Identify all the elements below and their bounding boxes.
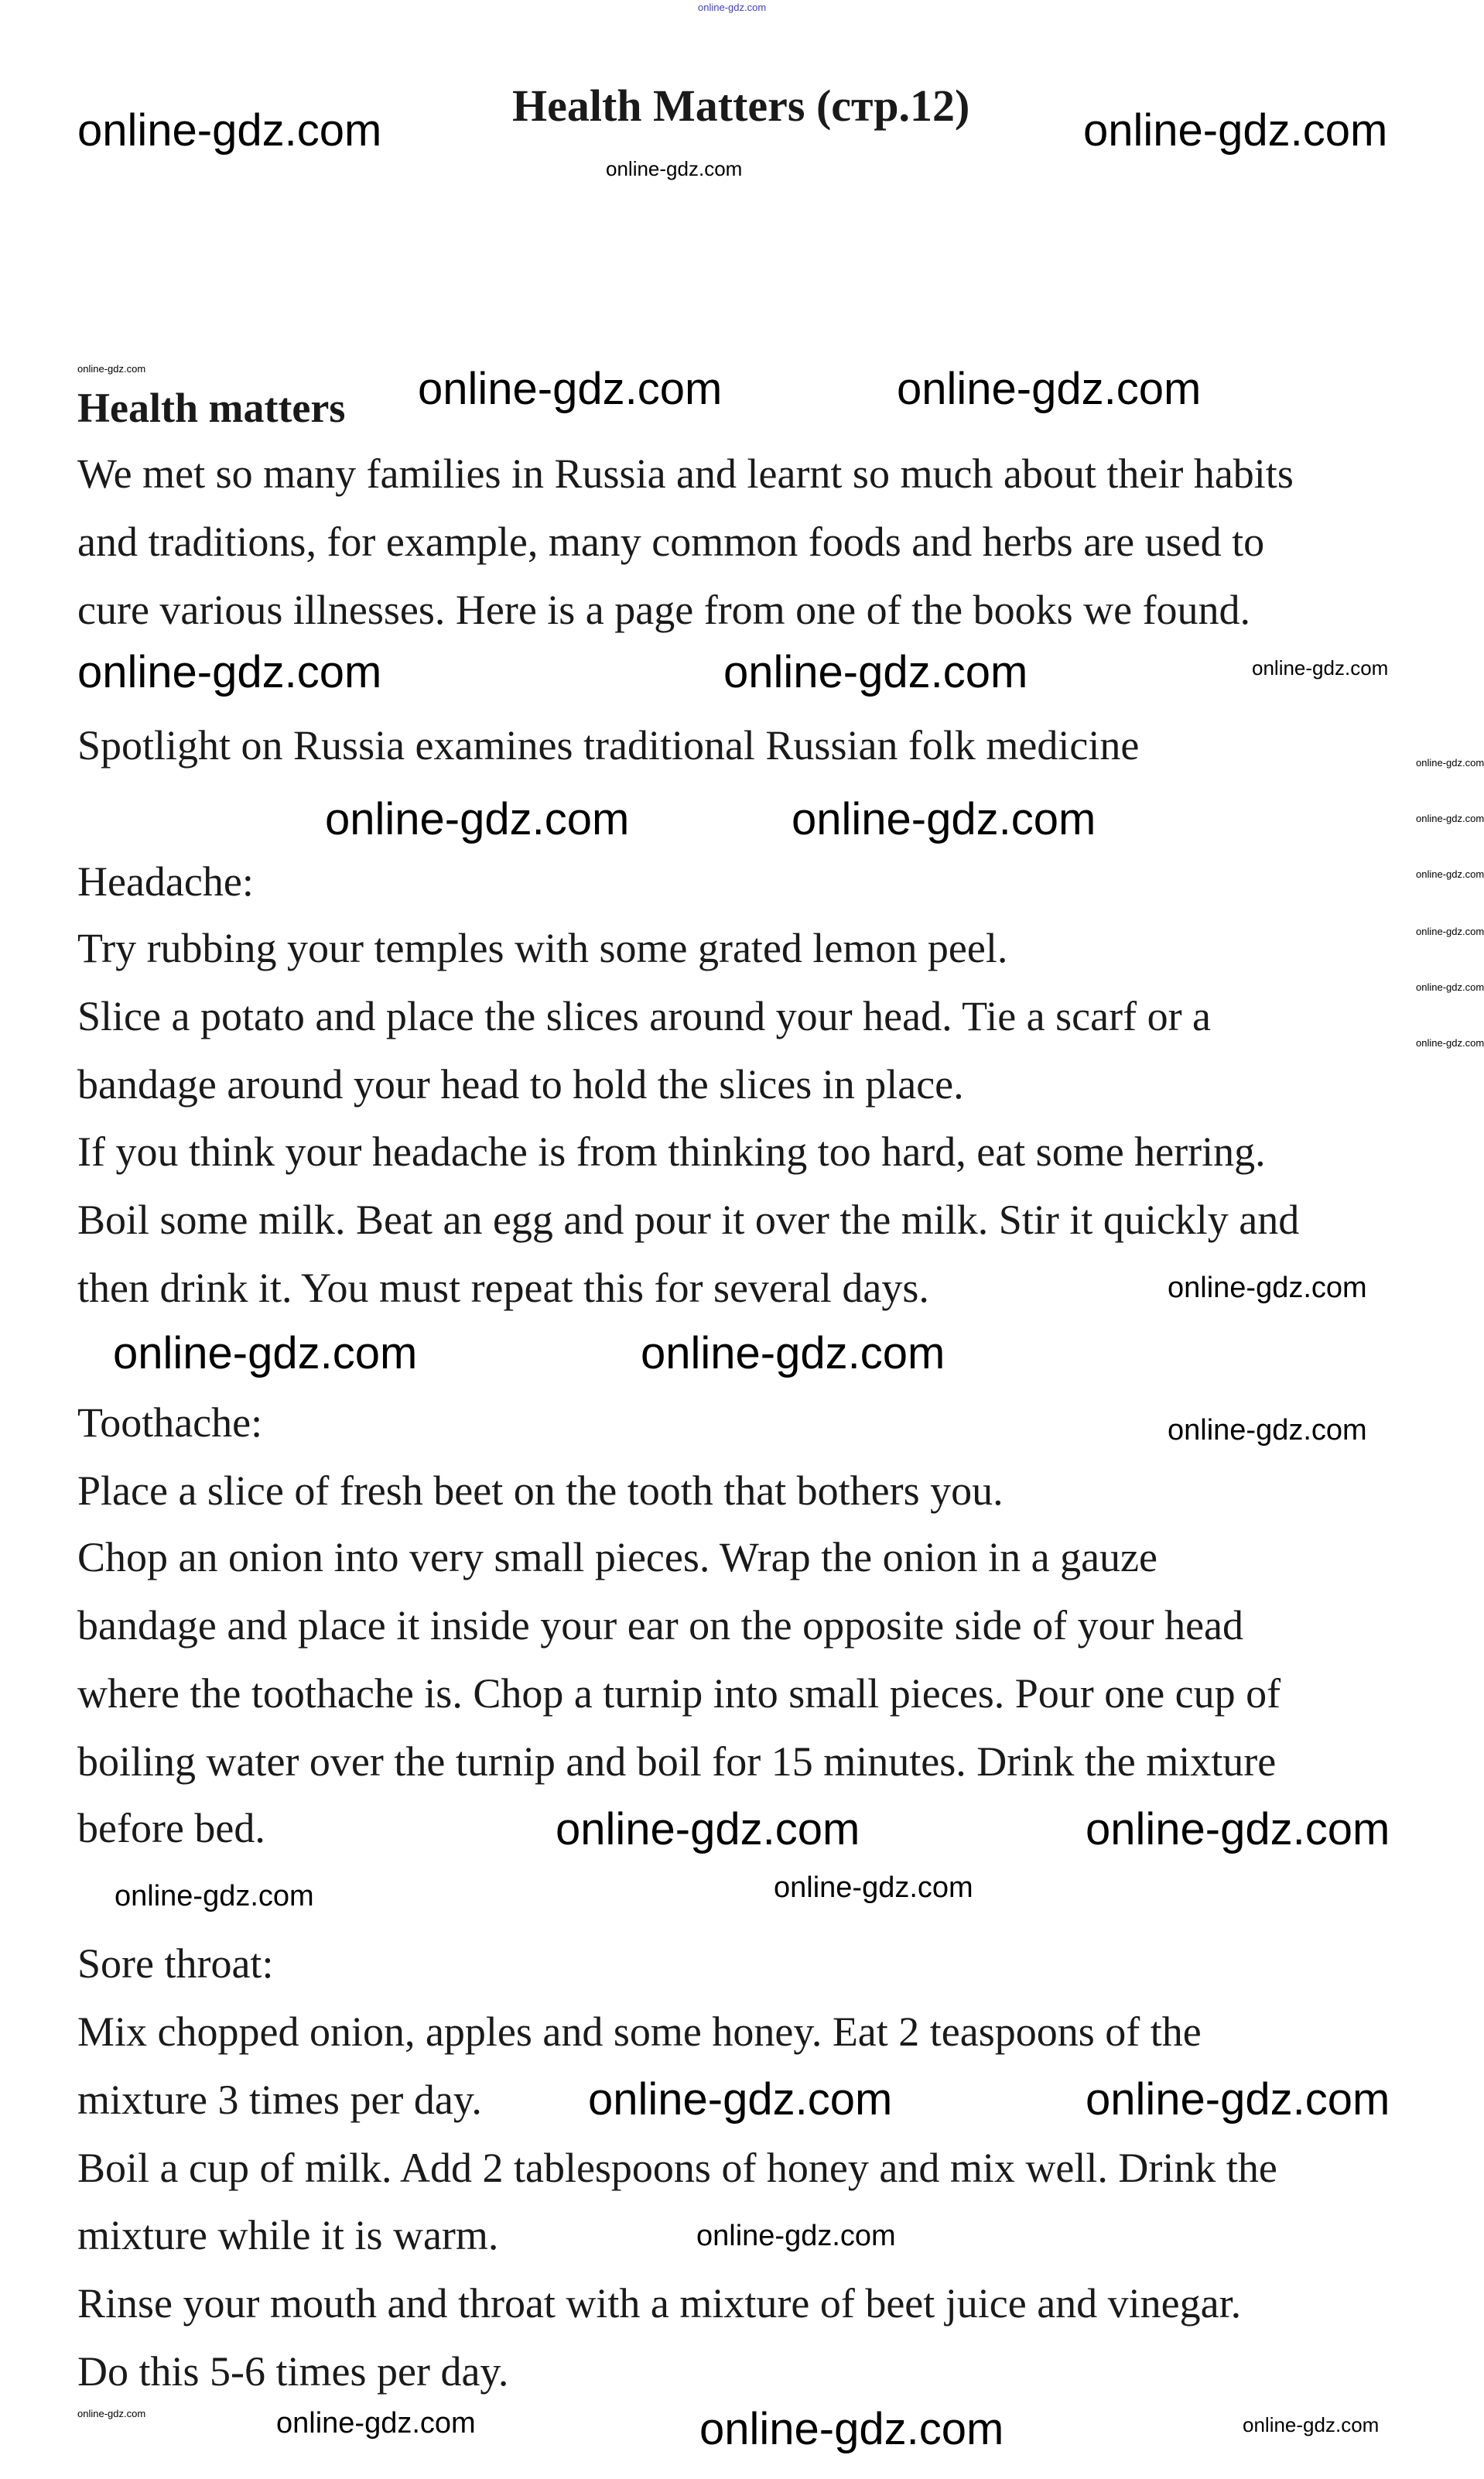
spotlight-line: Spotlight on Russia examines traditional Russian folk medicine [77, 722, 1140, 769]
watermark: online-gdz.com [1416, 868, 1484, 880]
watermark: online-gdz.com [418, 364, 723, 414]
section-heading: Health matters [77, 385, 346, 431]
text-line: cure various illnesses. Here is a page from one of the books we found. [77, 587, 1251, 633]
watermark: online-gdz.com [1086, 2074, 1390, 2125]
watermark: online-gdz.com [1168, 1272, 1367, 1304]
watermark: online-gdz.com [699, 2404, 1004, 2454]
watermark: online-gdz.com [774, 1871, 973, 1904]
text-line: Boil some milk. Beat an egg and pour it over the milk. Stir it quickly and [77, 1197, 1300, 1243]
watermark: online-gdz.com [1086, 1804, 1390, 1854]
text-line: bandage and place it inside your ear on the opposite side of your head [77, 1602, 1244, 1649]
watermark: online-gdz.com [606, 157, 743, 180]
text-line: before bed. [77, 1805, 265, 1851]
watermark: online-gdz.com [77, 2408, 146, 2419]
text-line: where the toothache is. Chop a turnip into small pieces. Pour one cup of [77, 1670, 1281, 1717]
watermark: online-gdz.com [1416, 813, 1484, 824]
text-line: mixture while it is warm. [77, 2212, 499, 2258]
text-line: Mix chopped onion, apples and some honey. Eat 2 teaspoons of the [77, 2008, 1202, 2055]
watermark: online-gdz.com [897, 364, 1202, 414]
watermark: online-gdz.com [77, 105, 382, 156]
text-line: Boil a cup of milk. Add 2 tablespoons of honey and mix well. Drink the [77, 2145, 1277, 2191]
section-label: Sore throat: [77, 1940, 274, 1987]
watermark: online-gdz.com [77, 363, 146, 375]
watermark: online-gdz.com [588, 2074, 893, 2125]
text-line: and traditions, for example, many common foods and herbs are used to [77, 519, 1265, 565]
watermark: online-gdz.com [276, 2407, 476, 2440]
text-line: Do this 5-6 times per day. [77, 2348, 509, 2395]
watermark: online-gdz.com [1252, 656, 1389, 680]
text-line: Slice a potato and place the slices around your head. Tie a scarf or a [77, 993, 1212, 1039]
watermark: online-gdz.com [556, 1804, 860, 1854]
section-label: Toothache: [77, 1399, 263, 1446]
watermark: online-gdz.com [1083, 105, 1388, 156]
text-line: Try rubbing your temples with some grated lemon peel. [77, 925, 1008, 971]
watermark: online-gdz.com [723, 647, 1028, 697]
text-line: then drink it. You must repeat this for several days. [77, 1265, 929, 1311]
watermark: online-gdz.com [698, 2, 767, 13]
watermark: online-gdz.com [1243, 2413, 1380, 2436]
watermark: online-gdz.com [115, 1880, 314, 1912]
section-label: Headache: [77, 858, 254, 905]
watermark: online-gdz.com [792, 794, 1096, 844]
watermark: online-gdz.com [1416, 757, 1484, 769]
page-title: Health Matters (стр.12) [512, 80, 970, 131]
watermark: online-gdz.com [1416, 981, 1484, 993]
text-line: Place a slice of fresh beet on the tooth that bothers you. [77, 1467, 1004, 1514]
watermark: online-gdz.com [641, 1328, 945, 1378]
watermark: online-gdz.com [113, 1328, 418, 1378]
text-line: boiling water over the turnip and boil for 15 minutes. Drink the mixture [77, 1738, 1277, 1785]
watermark: online-gdz.com [1168, 1414, 1367, 1447]
watermark: online-gdz.com [325, 794, 630, 844]
text-line: bandage around your head to hold the slices in place. [77, 1061, 964, 1108]
text-line: If you think your headache is from thinking too hard, eat some herring. [77, 1128, 1266, 1175]
text-line: Chop an onion into very small pieces. Wrap the onion in a gauze [77, 1534, 1157, 1580]
watermark: online-gdz.com [77, 647, 382, 697]
text-line: Rinse your mouth and throat with a mixture of beet juice and vinegar. [77, 2280, 1242, 2327]
text-line: mixture 3 times per day. [77, 2077, 482, 2123]
watermark: online-gdz.com [696, 2220, 896, 2252]
watermark: online-gdz.com [1416, 926, 1484, 937]
watermark: online-gdz.com [1416, 1037, 1484, 1049]
text-line: We met so many families in Russia and learnt so much about their habits [77, 450, 1294, 497]
